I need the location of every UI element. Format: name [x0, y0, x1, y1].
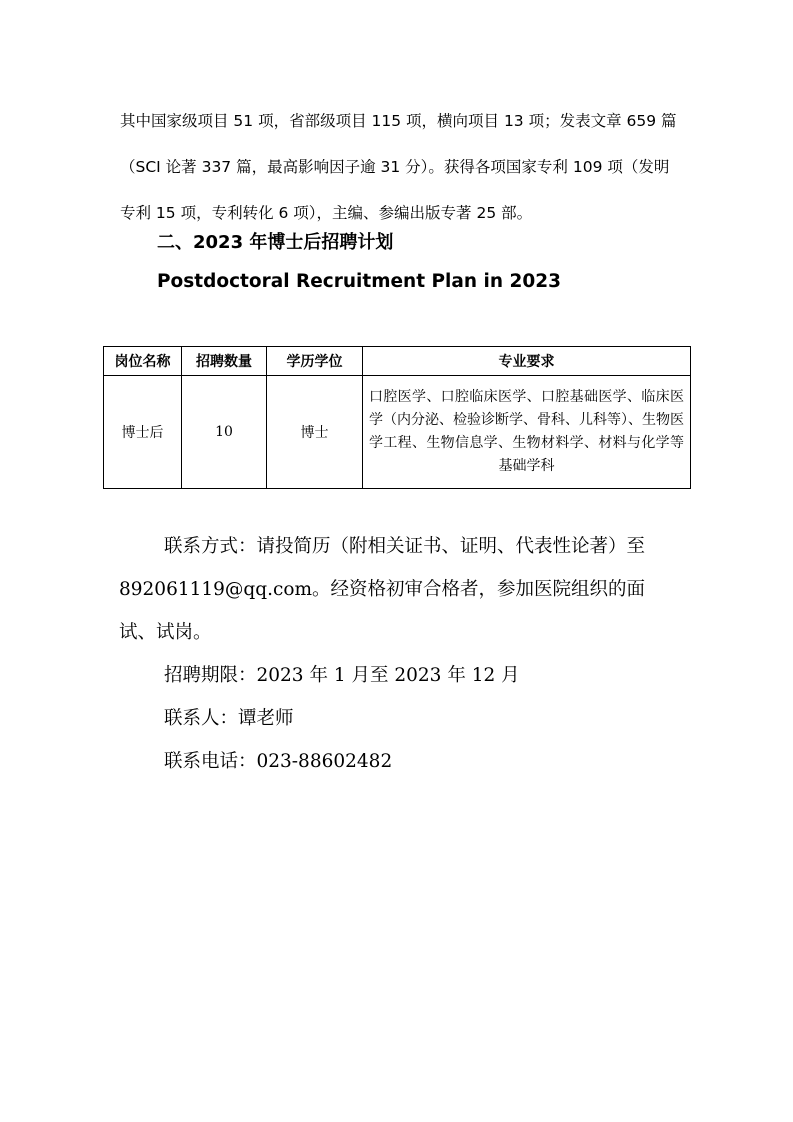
cell-position: 博士后 [104, 376, 182, 489]
contact-person: 联系人：谭老师 [164, 708, 294, 729]
section-title-cn: 二、2023 年博士后招聘计划 [157, 232, 394, 253]
cell-requirements: 口腔医学、口腔临床医学、口腔基础医学、临床医学（内分泌、检验诊断学、骨科、儿科等）、生物医学工程、生物信息学、生物材料学、材料与化学等基础学科 [363, 376, 691, 489]
cell-degree: 博士 [267, 376, 363, 489]
recruitment-period: 招聘期限：2023 年 1 月至 2023 年 12 月 [164, 665, 520, 686]
cell-count: 10 [182, 376, 267, 489]
table-header-row [104, 347, 691, 376]
contact-method: 联系方式：请投简历（附相关证书、证明、代表性论著）至 892061119@qq.com。经资格初审合格者，参加医院组织的面试、试岗。 [119, 536, 646, 643]
header-degree: 学历学位 [267, 347, 363, 376]
achievements-line-1: 其中国家级项目 51 项，省部级项目 115 项，横向项目 13 项；发表文章 659 篇 [120, 112, 677, 130]
header-count: 招聘数量 [182, 347, 267, 376]
contact-section [119, 525, 679, 783]
header-position: 岗位名称 [104, 347, 182, 376]
section-title-en: Postdoctoral Recruitment Plan in 2023 [157, 271, 561, 292]
header-requirements: 专业要求 [363, 347, 691, 376]
contact-phone: 联系电话：023-88602482 [164, 751, 393, 772]
achievements-line-3: 专利 15 项，专利转化 6 项），主编、参编出版专著 25 部。 [120, 204, 533, 222]
achievements-paragraph [120, 98, 676, 236]
recruitment-table [103, 346, 691, 489]
table-row [104, 376, 691, 489]
achievements-line-2: （SCI 论著 337 篇，最高影响因子逾 31 分）。获得各项国家专利 109 项（发明 [120, 158, 670, 176]
